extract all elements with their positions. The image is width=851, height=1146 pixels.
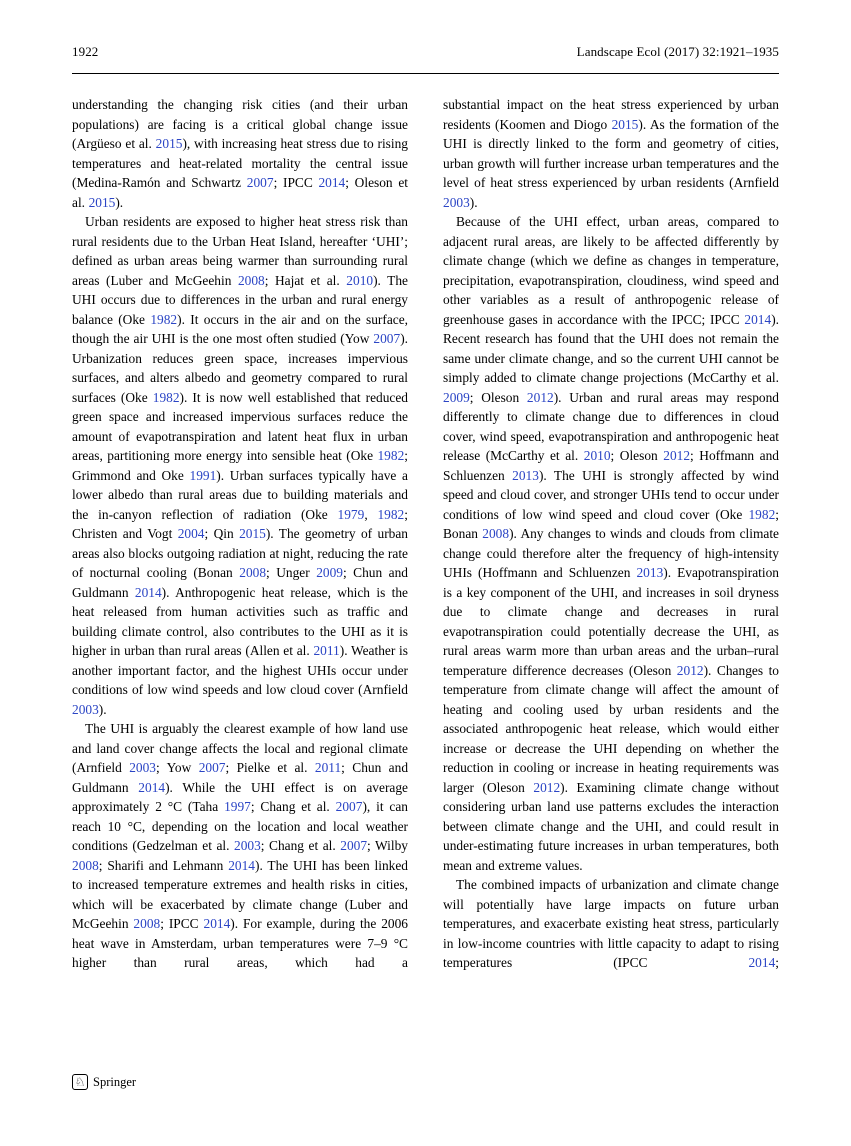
springer-logo-icon: ♘ xyxy=(72,1074,88,1090)
left-column xyxy=(72,95,408,973)
citation-link[interactable]: 2014 xyxy=(318,175,346,190)
citation-link[interactable]: 2004 xyxy=(177,526,205,541)
citation-link[interactable]: 2003 xyxy=(72,701,99,717)
citation-link[interactable]: 2003 xyxy=(129,760,156,775)
citation-link[interactable]: 1982 xyxy=(152,389,180,405)
publisher-name: Springer xyxy=(93,1074,137,1089)
right-column xyxy=(443,95,779,973)
citation-link[interactable]: 2014 xyxy=(748,955,776,970)
citation-link[interactable]: 2008 xyxy=(237,272,265,288)
citation-link[interactable]: 1991 xyxy=(189,467,217,483)
citation-link[interactable]: 2007 xyxy=(198,760,226,775)
paragraph: understanding the changing risk cities (and their urban populations) are facing is a critical global change issue (Argüeso et al. 2015), with increasing heat stress due to rising temperatures and heat-related mortality the central issue (Medina-Ramón and Schwartz 2007; IPCC 2014; Oleson et al. 2015). xyxy=(72,97,408,210)
citation-link[interactable]: 2012 xyxy=(526,389,554,405)
citation-link[interactable]: 2008 xyxy=(239,565,267,580)
citation-link[interactable]: 2007 xyxy=(340,838,368,853)
citation-link[interactable]: 1982 xyxy=(748,506,776,522)
citation-link[interactable]: 2010 xyxy=(583,448,611,463)
page-footer xyxy=(72,1074,136,1090)
citation-link[interactable]: 1997 xyxy=(224,799,251,814)
paragraph: The UHI is arguably the clearest example of how land use and land cover change affects the local and regional climate (Arnfield 2003; Yow 2007; Pielke et al. 2011; Chun and Guldmann 2014). While the UHI effect is on average approximately 2 °C (Taha 1997; Chang et al. 2007), it can reach 10 °C, depending on the location and local weather conditions (Gedzelman et al. 2003; Chang et al. 2007; Wilby 2008; Sharifi and Lehmann 2014). The UHI has been linked to increased temperature extremes and health risks in cities, which will be exacerbated by climate change (Luber and McGeehin 2008; IPCC 2014). For example, during the 2006 heat wave in Amsterdam, urban temperatures were 7–9 °C higher than rural areas, which had a xyxy=(72,721,409,970)
citation-link[interactable]: 2007 xyxy=(246,175,274,190)
citation-link[interactable]: 2014 xyxy=(228,857,255,873)
citation-link[interactable]: 2008 xyxy=(482,526,510,541)
paragraph: The combined impacts of urbanization and climate change will potentially have large impacts on future urban temperatures, and exacerbate existing heat stress, particularly in low-income countries with little capacity to adapt to rising temperatures (IPCC 2014; xyxy=(443,877,779,970)
paragraph: substantial impact on the heat stress experienced by urban residents (Koomen and Diogo 2015). As the formation of the UHI is directly linked to the form and geometry of cities, urban growth will further increase urban temperatures and the level of heat stress experienced by urban residents (Arnfield 2003). xyxy=(443,97,779,210)
page-number: 1922 xyxy=(72,44,99,59)
citation-link[interactable]: 2008 xyxy=(72,857,99,873)
citation-link[interactable]: 2014 xyxy=(744,311,772,327)
paragraph: Because of the UHI effect, urban areas, compared to adjacent rural areas, are likely to be affected differently by climate change (which we define as changes in temperature, precipitation, evapotranspiration, cloudiness, wind speed and other variables as a result of anthropogenic release of greenhouse gases in accordance with the IPCC; IPCC 2014). Recent research has found that the UHI does not remain the same under climate change, and so the current UHI cannot be simply added to climate change projections (McCarthy et al. 2009; Oleson 2012). Urban and rural areas may respond differently to climate change due to differences in cloud cover, wind speed, evapotranspiration and anthropogenic heat release (McCarthy et al. 2010; Oleson 2012; Hoffmann and Schluenzen 2013). The UHI is strongly affected by wind speed and cloud cover, and stronger UHIs tend to occur under conditions of low wind speed and cloud cover (Oke 1982; Bonan 2008). Any changes to winds and clouds from climate change could therefore alter the frequency of high-intensity UHIs (Hoffmann and Schluenzen 2013). Evapotranspiration is a key component of the UHI, and increases in soil dryness due to climate change and decreases in rural evapotranspiration could potentially decrease the UHI, as rural areas warm more than urban areas and the urban–rural temperature difference decreases (Oleson 2012). Changes to temperature from climate change will affect the amount of heating and cooling used by urban residents and the associated anthropogenic heat release, which would either increase or decrease the UHI depending on whether the reduction in cooling or increase in heating requirements was larger (Oleson 2012). Examining climate change without considering urban land use patterns excludes the interaction between climate change and the UHI, and could result in under-estimating future increases in urban temperatures, both mean and extreme values. xyxy=(443,214,779,873)
header-rule xyxy=(72,73,779,74)
citation-link[interactable]: 2014 xyxy=(203,916,231,931)
citation-link[interactable]: 2013 xyxy=(512,467,539,483)
citation-link[interactable]: 2014 xyxy=(138,779,166,795)
running-head xyxy=(72,44,779,60)
citation-link[interactable]: 2013 xyxy=(636,565,664,580)
citation-link[interactable]: 2008 xyxy=(133,916,161,931)
citation-link[interactable]: 2010 xyxy=(346,272,374,288)
citation-link[interactable]: 2007 xyxy=(373,331,401,346)
citation-link[interactable]: 1979 xyxy=(337,506,365,522)
citation-link[interactable]: 2012 xyxy=(533,779,561,795)
citation-link[interactable]: 2012 xyxy=(676,662,704,678)
citation-link[interactable]: 2014 xyxy=(134,584,162,600)
citation-link[interactable]: 2011 xyxy=(314,760,342,775)
paragraph: Urban residents are exposed to higher heat stress risk than rural residents due to the Urban Heat Island, hereafter ‘UHI’; defined as urban areas being warmer than surrounding rural areas (Luber and McGeehin 2008; Hajat et al. 2010). The UHI occurs due to differences in the urban and rural energy balance (Oke 1982). It occurs in the air and on the surface, though the air UHI is the one most often studied (Yow 2007). Urbanization reduces green space, increases impervious surfaces, and alters albedo and geometry compared to rural surfaces (Oke 1982). It is now well established that reduced green space and increased impervious surfaces reduce the amount of evapotranspiration and latent heat flux in urban areas, partitioning more energy into sensible heat (Oke 1982; Grimmond and Oke 1991). Urban surfaces typically have a lower albedo than rural areas due to building materials and the in-canyon reflection of radiation (Oke 1979, 1982; Christen and Vogt 2004; Qin 2015). The geometry of urban areas also blocks outgoing radiation at night, reducing the rate of nocturnal cooling (Bonan 2008; Unger 2009; Chun and Guldmann 2014). Anthropogenic heat release, which is the heat released from human activities such as traffic and building climate control, also contributes to the UHI as it is higher in urban than rural areas (Allen et al. 2011). Weather is another important factor, and the highest UHIs occur under conditions of low wind speeds and low cloud cover (Arnfield 2003). xyxy=(72,214,409,717)
citation-link[interactable]: 2011 xyxy=(313,643,340,658)
citation-link[interactable]: 2003 xyxy=(234,838,261,853)
citation-link[interactable]: 1982 xyxy=(377,506,405,522)
journal-ref: Landscape Ecol (2017) 32:1921–1935 xyxy=(576,44,779,59)
citation-link[interactable]: 2009 xyxy=(443,389,470,405)
citation-link[interactable]: 2015 xyxy=(239,526,266,541)
citation-link[interactable]: 2012 xyxy=(663,448,691,463)
citation-link[interactable]: 2015 xyxy=(611,116,639,132)
citation-link[interactable]: 2009 xyxy=(316,565,343,580)
citation-link[interactable]: 2015 xyxy=(88,194,116,210)
citation-link[interactable]: 1982 xyxy=(377,448,405,463)
citation-link[interactable]: 2003 xyxy=(443,194,470,210)
article-body xyxy=(72,95,779,973)
citation-link[interactable]: 2015 xyxy=(155,136,183,151)
citation-link[interactable]: 1982 xyxy=(150,311,178,327)
citation-link[interactable]: 2007 xyxy=(335,799,363,814)
